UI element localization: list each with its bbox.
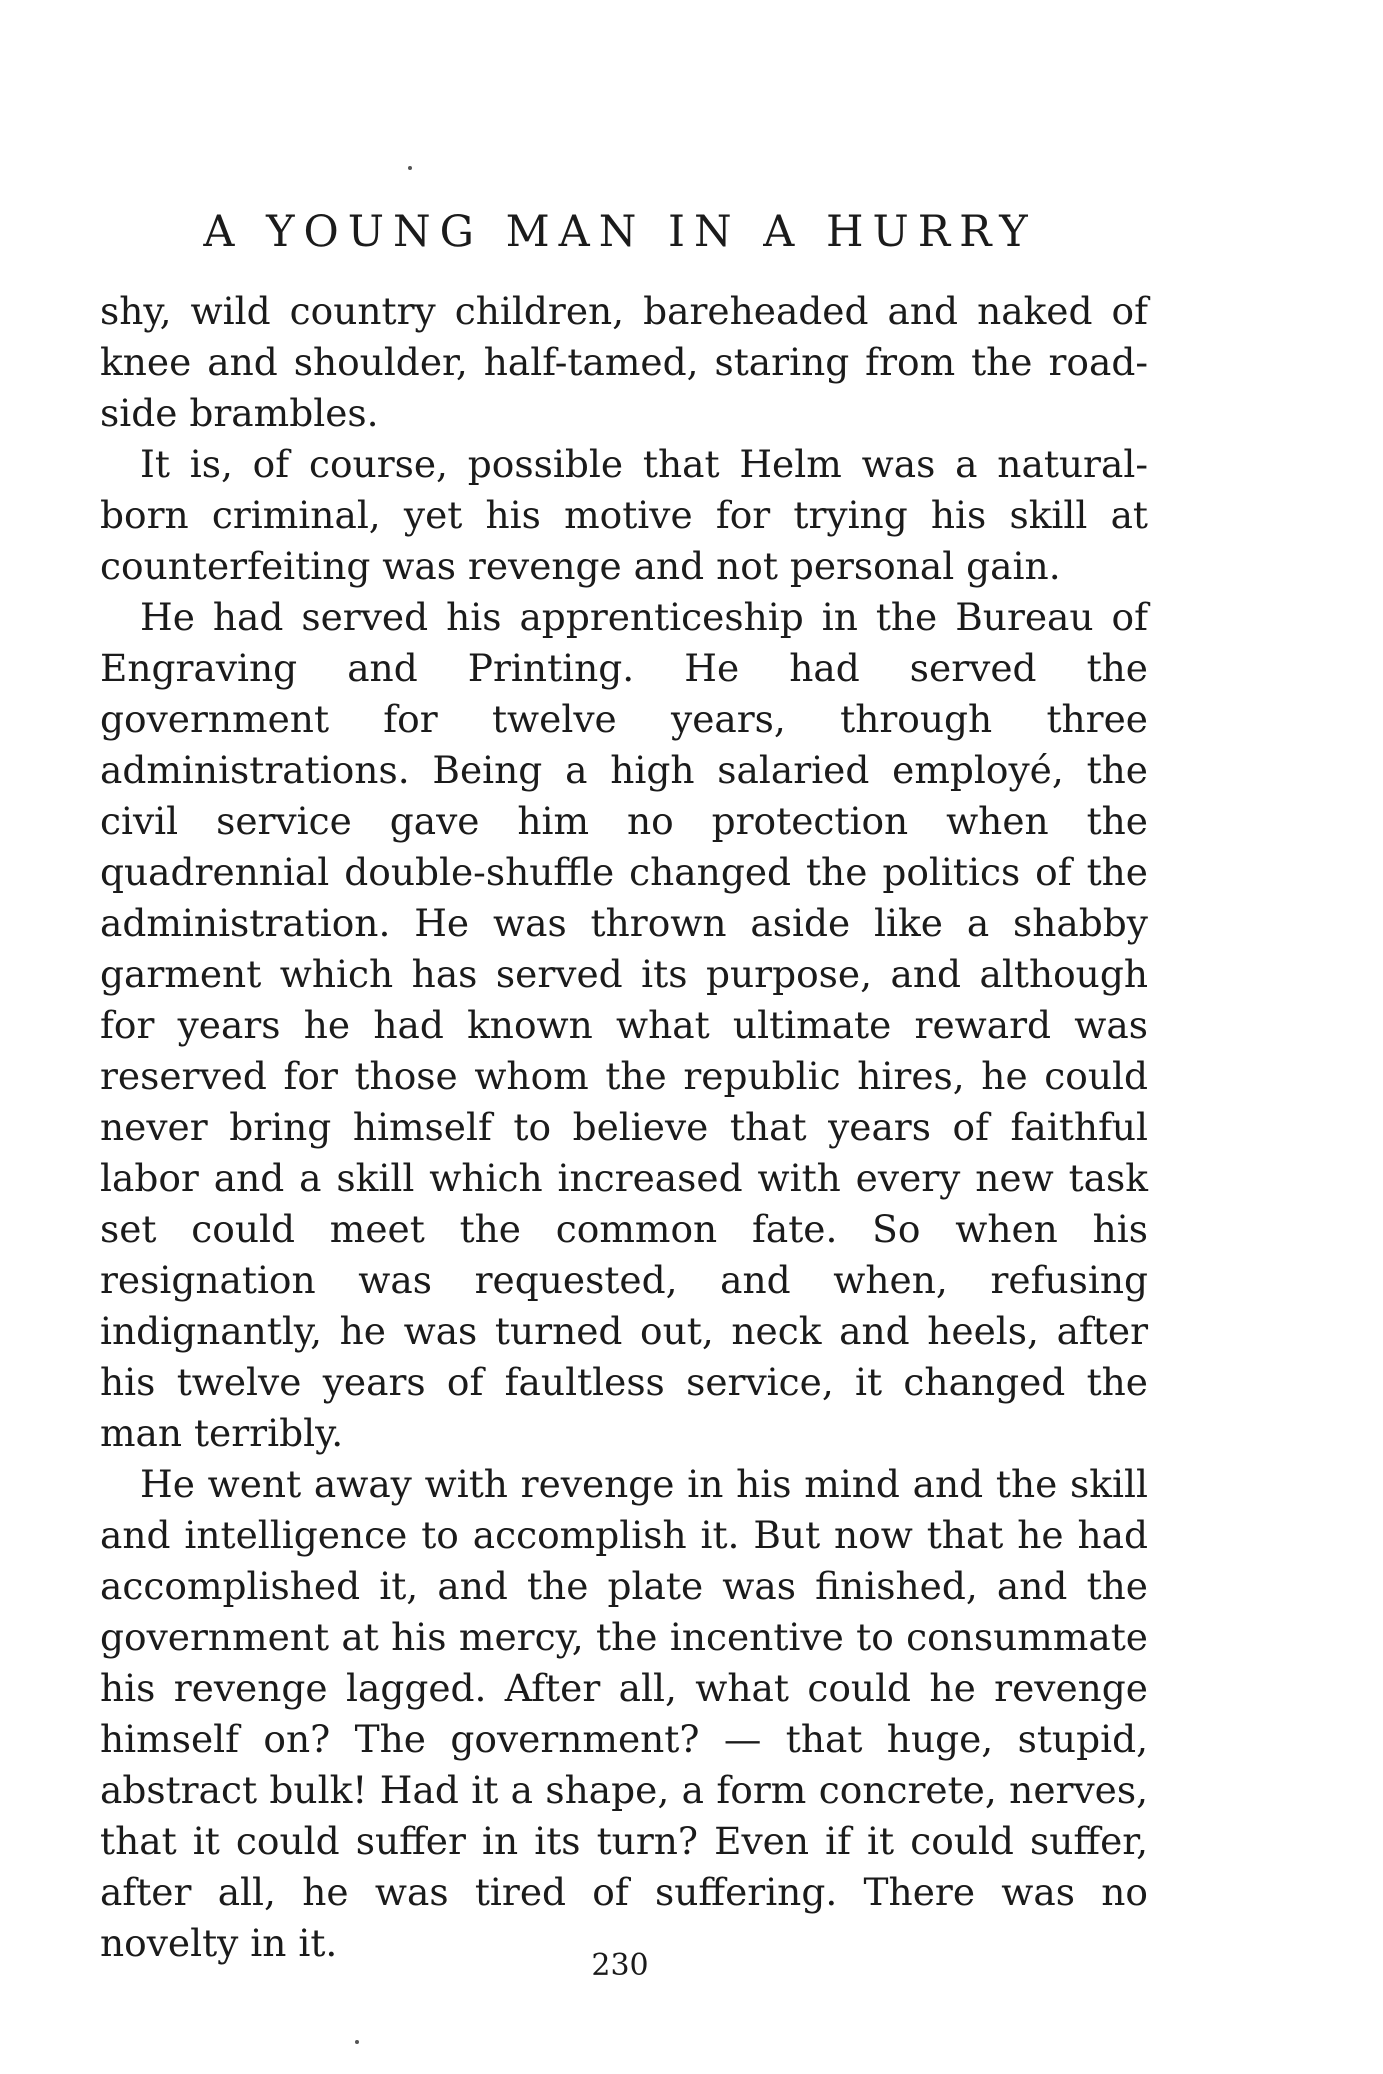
- body-text: [100, 286, 1148, 1969]
- running-head: A YOUNG MAN IN A HURRY: [203, 207, 1037, 257]
- page-number: 230: [591, 1948, 649, 1983]
- print-speck: [355, 2040, 359, 2044]
- print-speck: [408, 166, 412, 170]
- paragraph-continuation: shy, wild country children, bareheaded and naked of knee and shoulder, half-tamed, staring from the road-side brambles.: [100, 289, 1148, 435]
- paragraph: He had served his apprenticeship in the Bureau of Engraving and Printing. He had served the government for twelve years, through three administrations. Being a high salaried employé, the civil service gave him no protection when the quadrennial double-shuffle changed the politics of the administration. He was thrown aside like a shabby garment which has served its purpose, and although for years he had known what ultimate reward was reserved for those whom the republic hires, he could never bring himself to believe that years of faithful labor and a skill which increased with every new task set could meet the common fate. So when his resignation was requested, and when, refusing indignantly, he was turned out, neck and heels, after his twelve years of faultless service, it changed the man terribly.: [100, 595, 1148, 1455]
- paragraph: He went away with revenge in his mind and the skill and intelligence to accomplish it. But now that he had accomplished it, and the plate was finished, and the government at his mercy, the incentive to consummate his revenge lagged. After all, what could he revenge himself on? The government? — that huge, stupid, abstract bulk! Had it a shape, a form concrete, nerves, that it could suffer in its turn? Even if it could suffer, after all, he was tired of suffering. There was no novelty in it.: [100, 1462, 1148, 1965]
- paragraph: It is, of course, possible that Helm was a natural-born criminal, yet his motive for trying his skill at counterfeiting was revenge and not personal gain.: [100, 442, 1148, 588]
